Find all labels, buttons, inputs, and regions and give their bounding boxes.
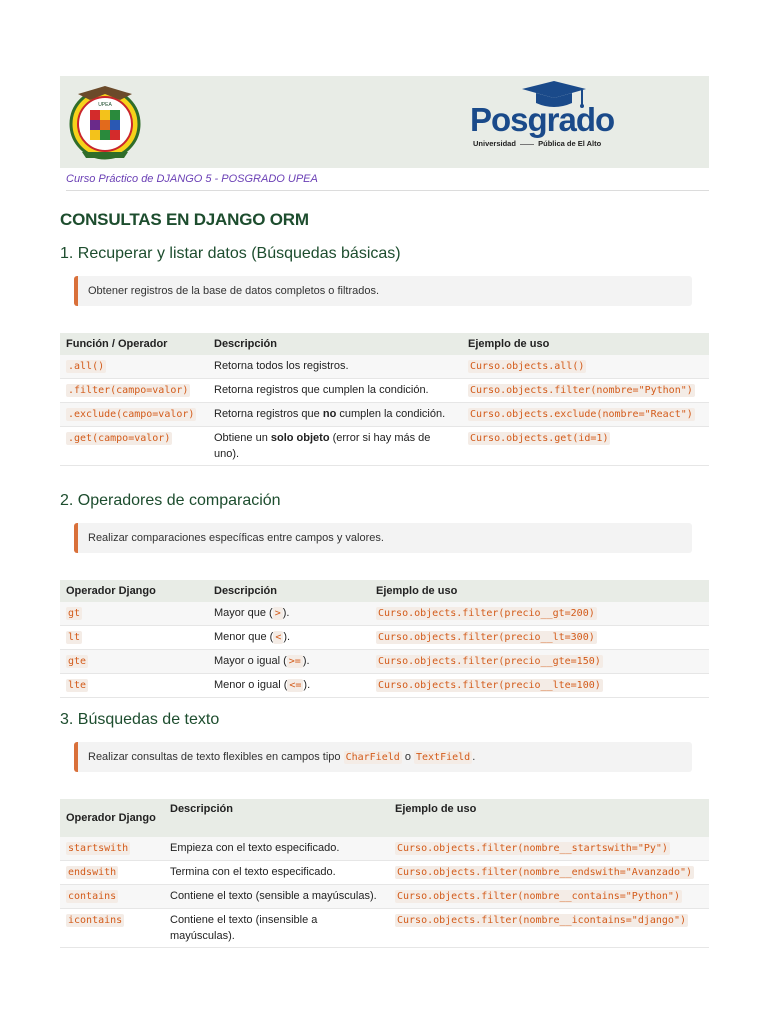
example-code: Curso.objects.filter(nombre__startswith="Py")	[397, 843, 668, 854]
table-row	[60, 427, 709, 466]
column-header: Operador Django	[60, 580, 208, 602]
document-header	[60, 76, 709, 168]
section-2-callout: Realizar comparaciones específicas entre campos y valores.	[74, 523, 692, 553]
column-header: Descripción	[208, 333, 462, 355]
section-3-heading: 3. Búsquedas de texto	[60, 711, 220, 728]
operator-code: contains	[68, 891, 117, 902]
example-code: Curso.objects.filter(precio__lt=300)	[378, 632, 595, 643]
section-2-heading: 2. Operadores de comparación	[60, 492, 281, 509]
table-header-row	[60, 333, 709, 355]
example-code: Curso.objects.filter(nombre="Python")	[470, 385, 693, 396]
table-row	[60, 650, 709, 674]
description-cell: Mayor que ( > ).	[208, 602, 370, 626]
textfield-code: TextField	[416, 752, 471, 763]
section-2-table	[60, 580, 709, 698]
description-cell: Termina con el texto especificado.	[164, 861, 389, 885]
table-header-row	[60, 799, 709, 837]
example-code: Curso.objects.filter(nombre__endswith="Avanzado")	[397, 867, 693, 878]
table-row	[60, 602, 709, 626]
example-code: Curso.objects.exclude(nombre="React")	[470, 409, 693, 420]
section-1-callout: Obtener registros de la base de datos completos o filtrados.	[74, 276, 692, 306]
example-code: Curso.objects.filter(precio__lte=100)	[378, 680, 601, 691]
description-cell: Menor o igual ( <= ).	[208, 674, 370, 698]
operator-code: startswith	[68, 843, 129, 854]
operator-code: endswith	[68, 867, 117, 878]
course-subtitle-text: Curso Práctico de DJANGO 5 - POSGRADO UPEA	[66, 173, 318, 185]
section-1-heading: 1. Recuperar y listar datos (Búsquedas básicas)	[60, 245, 401, 262]
section-3-table	[60, 799, 709, 948]
operator-code: gte	[68, 656, 87, 667]
operator-code: lt	[68, 632, 81, 643]
description-cell: Obtiene un solo objeto (error si hay más de uno).	[208, 427, 462, 466]
example-code: Curso.objects.get(id=1)	[470, 433, 609, 444]
table-row	[60, 909, 709, 948]
table-row	[60, 355, 709, 379]
course-subtitle	[66, 168, 709, 191]
description-cell: Mayor o igual ( >= ).	[208, 650, 370, 674]
table-row	[60, 674, 709, 698]
logo-subtitle-1: Universidad	[473, 139, 516, 148]
column-header: Operador Django	[60, 799, 164, 837]
operator-code: .exclude(campo=valor)	[68, 409, 195, 420]
description-cell: Retorna registros que cumplen la condición.	[208, 379, 462, 403]
section-1-table	[60, 333, 709, 466]
charfield-code: CharField	[345, 752, 400, 763]
description-cell: Retorna todos los registros.	[208, 355, 462, 379]
table-row	[60, 837, 709, 861]
operator-code: icontains	[68, 915, 123, 926]
operator-code: .all()	[68, 361, 105, 372]
description-cell: Empieza con el texto especificado.	[164, 837, 389, 861]
section-3-callout: Realizar consultas de texto flexibles en campos tipo CharField o TextField .	[74, 742, 692, 772]
table-header-row	[60, 580, 709, 602]
logo-wordmark: Posgrado	[470, 101, 615, 138]
description-cell: Retorna registros que no cumplen la condición.	[208, 403, 462, 427]
column-header: Descripción	[208, 580, 370, 602]
description-cell: Menor que ( < ).	[208, 626, 370, 650]
table-row	[60, 885, 709, 909]
column-header: Ejemplo de uso	[389, 799, 709, 837]
column-header: Descripción	[164, 799, 389, 837]
description-cell: Contiene el texto (insensible a mayúsculas).	[164, 909, 389, 948]
column-header: Ejemplo de uso	[462, 333, 709, 355]
example-code: Curso.objects.filter(precio__gte=150)	[378, 656, 601, 667]
table-row	[60, 626, 709, 650]
example-code: Curso.objects.filter(nombre__icontains="django")	[397, 915, 686, 926]
operator-code: .filter(campo=valor)	[68, 385, 189, 396]
example-code: Curso.objects.filter(nombre__contains="Python")	[397, 891, 680, 902]
upea-seal-logo	[68, 82, 142, 162]
operator-code: gt	[68, 608, 81, 619]
column-header: Ejemplo de uso	[370, 580, 709, 602]
column-header: Función / Operador	[60, 333, 208, 355]
posgrado-logo	[470, 79, 630, 161]
description-cell: Contiene el texto (sensible a mayúsculas).	[164, 885, 389, 909]
example-code: Curso.objects.all()	[470, 361, 585, 372]
table-row	[60, 379, 709, 403]
operator-code: .get(campo=valor)	[68, 433, 171, 444]
page-title: CONSULTAS EN DJANGO ORM	[60, 210, 309, 229]
operator-code: lte	[68, 680, 87, 691]
svg-text:UPEA: UPEA	[98, 102, 112, 108]
example-code: Curso.objects.filter(precio__gt=200)	[378, 608, 595, 619]
logo-subtitle-2: Pública de El Alto	[538, 139, 602, 148]
table-row	[60, 861, 709, 885]
table-row	[60, 403, 709, 427]
